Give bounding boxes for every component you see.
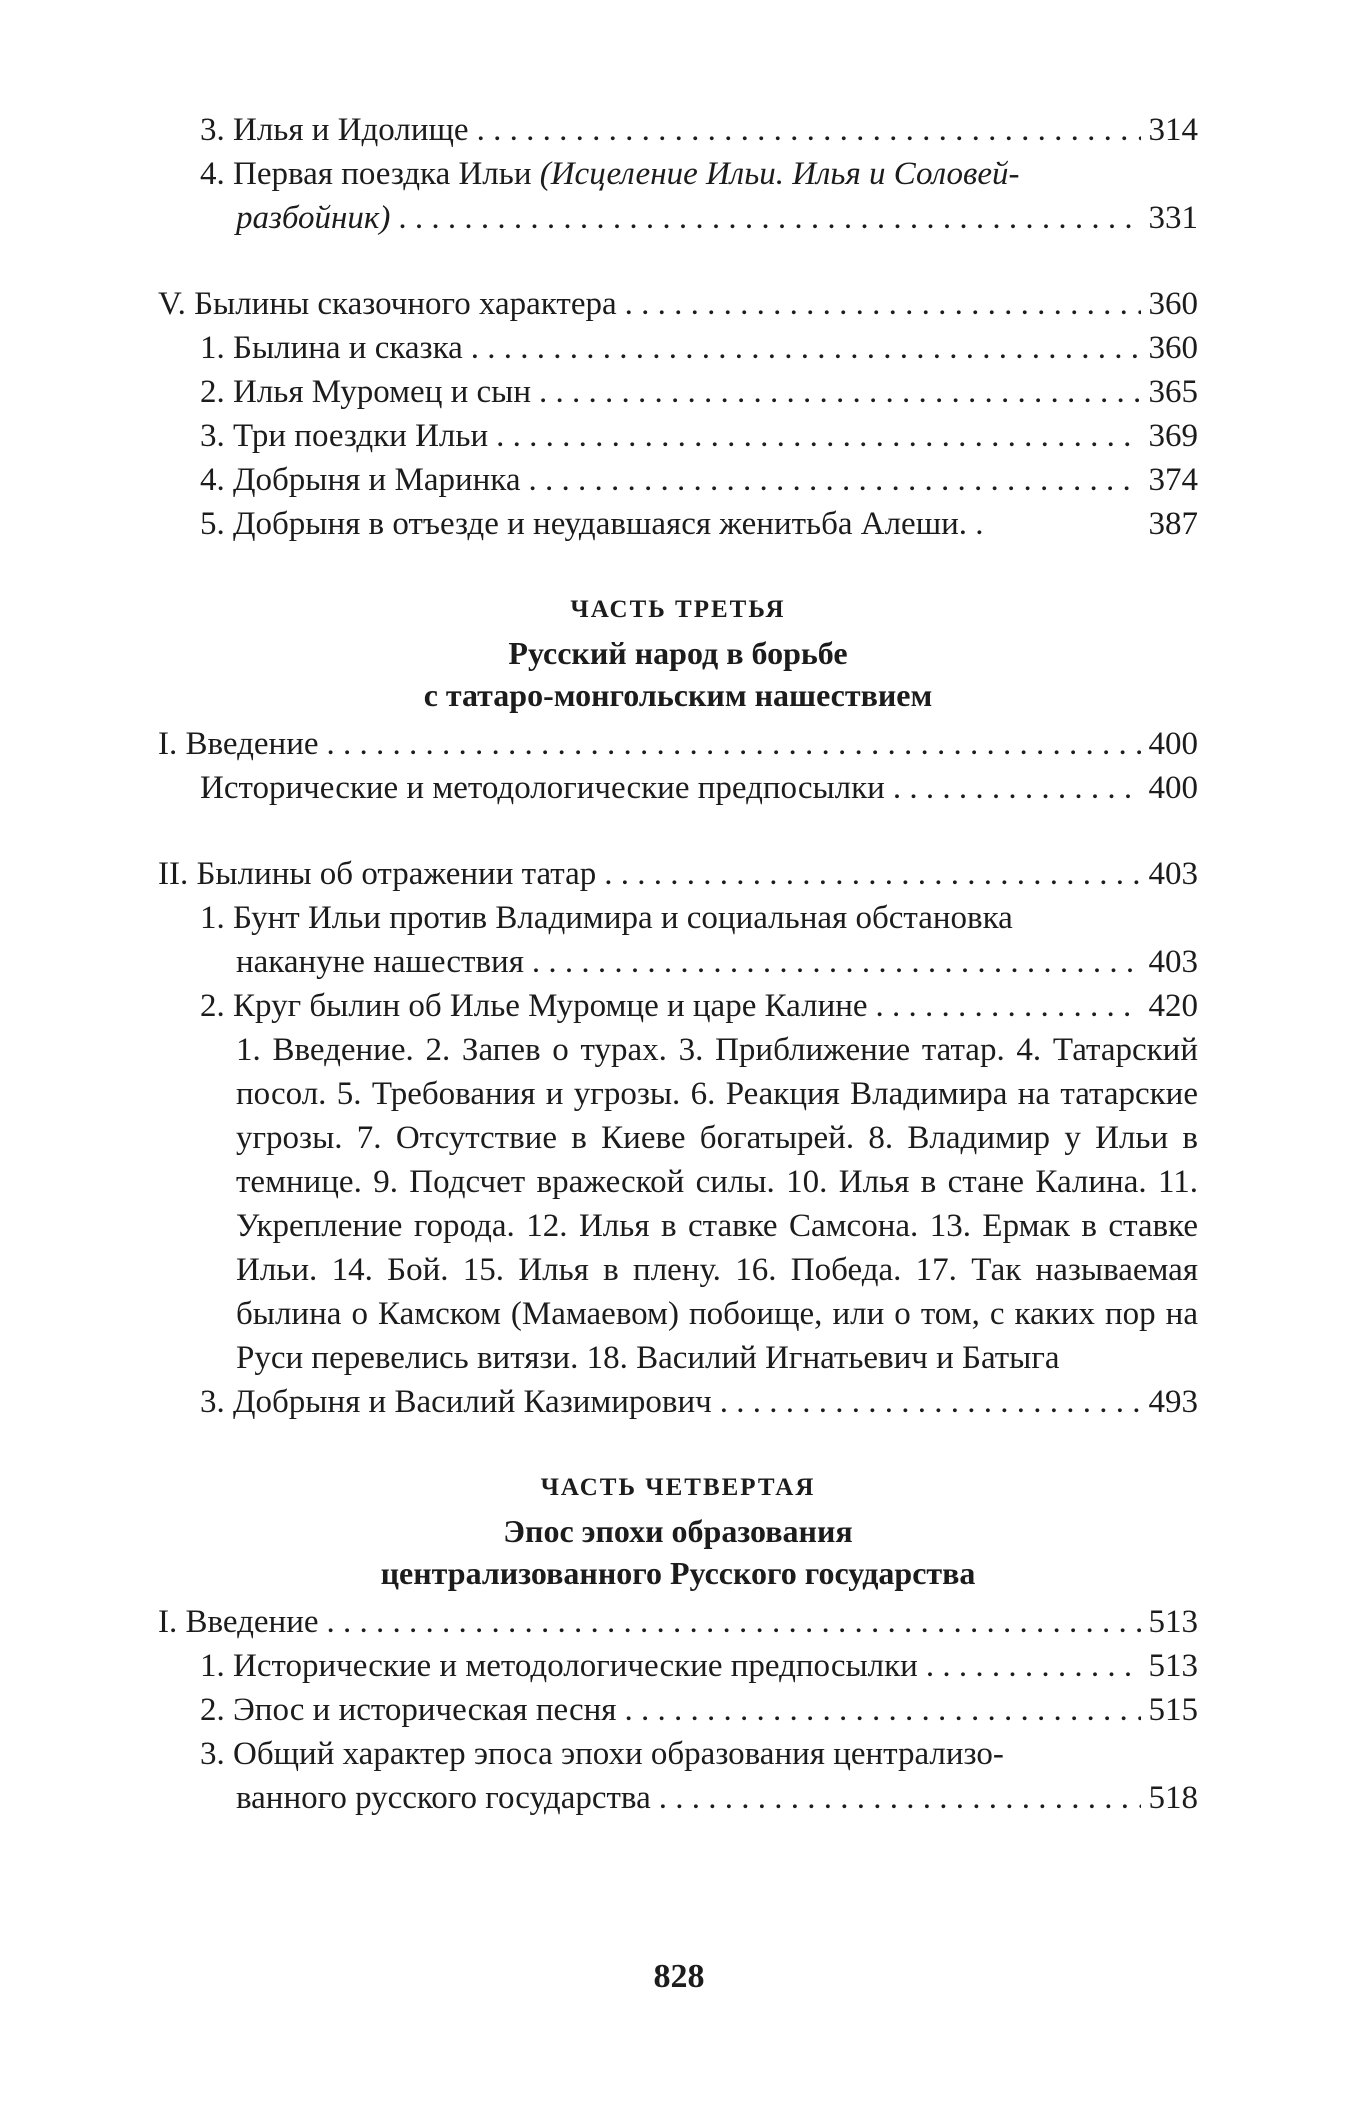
toc-entry	[158, 984, 1198, 1028]
toc-entry-label: накануне нашествия	[236, 944, 524, 980]
toc-entry	[158, 370, 1198, 414]
leader-dots	[604, 852, 1140, 896]
toc-entry	[158, 108, 1198, 152]
toc-section	[158, 1600, 1198, 1644]
toc-page-number: 493	[1148, 1384, 1198, 1420]
toc-section	[158, 852, 1198, 896]
toc-page-number: 374	[1148, 462, 1198, 498]
toc-entry-label: 3. Три поездки Ильи	[200, 418, 489, 454]
subsection-description: 1. Введение. 2. Запев о турах. 3. Приближение татар. 4. Татарский посол. 5. Требования и угрозы. 6. Реакция Владимира на татарские угрозы. 7. Отсутствие в Киеве богатырей. 8. Владимир у Ильи в темнице. 9. Подсчет вражеской силы. 10. Илья в стане Калина. 11. Укрепление города. 12. Илья в ставке Самсона. 13. Ермак в ставке Ильи. 14. Бой. 15. Илья в плену. 16. Победа. 17. Так называемая былина о Камском (Мамаевом) побоище, или о том, с каких пор на Руси перевелись витязи. 18. Василий Игнатьевич и Батыга	[236, 1032, 1198, 1376]
toc-section-label: II. Былины об отражении татар	[158, 856, 597, 892]
leader-dots	[471, 326, 1141, 370]
toc-entry	[158, 414, 1198, 458]
toc-section-label: I. Введение	[158, 1604, 319, 1640]
part-title-line: Русский народ в борьбе	[508, 635, 848, 671]
toc-page-number: 331	[1148, 200, 1198, 236]
toc-entry-italic-label: (Исцеление Ильи. Илья и Соловей-	[539, 156, 1020, 192]
toc-page-number: 365	[1148, 374, 1198, 410]
toc-entry	[158, 152, 1198, 240]
toc-entry	[158, 766, 1198, 810]
toc-entry-label: 4. Добрыня и Маринка	[200, 462, 521, 498]
toc-page-number: 314	[1148, 112, 1198, 148]
toc-page-number: 515	[1148, 1692, 1198, 1728]
toc-page-number: 387	[1148, 506, 1198, 542]
toc-entry-continuation	[200, 1776, 1198, 1820]
toc-page-number: 400	[1148, 770, 1198, 806]
toc-section	[158, 282, 1198, 326]
leader-dots	[876, 984, 1141, 1028]
toc-entry-label: 4. Первая поездка Ильи	[200, 156, 540, 192]
leader-dots	[893, 766, 1141, 810]
toc-entry-label: 5. Добрыня в отъезде и неудавшаяся женитьба Алеши. .	[200, 506, 984, 542]
toc-entry-label: 2. Эпос и историческая песня	[200, 1692, 617, 1728]
toc-section-label: I. Введение	[158, 726, 319, 762]
toc-entry-label: 1. Исторические и методологические предпосылки	[200, 1648, 918, 1684]
leader-dots	[926, 1644, 1141, 1688]
part-heading	[158, 588, 1198, 716]
toc-entry	[158, 326, 1198, 370]
toc-entry-italic-label: разбойник)	[236, 200, 391, 236]
leader-dots	[532, 940, 1141, 984]
part-title-line: Эпос эпохи образования	[503, 1513, 853, 1549]
leader-dots	[539, 370, 1141, 414]
toc-page-number: 518	[1148, 1780, 1198, 1816]
toc-entry-label: 1. Былина и сказка	[200, 330, 463, 366]
table-of-contents	[158, 108, 1198, 1820]
toc-entry-label: 1. Бунт Ильи против Владимира и социальная обстановка	[200, 900, 1013, 936]
part-title-line: с татаро-монгольским нашествием	[423, 677, 933, 713]
leader-dots	[327, 1600, 1141, 1644]
toc-entry	[158, 1380, 1198, 1424]
leader-dots	[496, 414, 1140, 458]
leader-dots	[625, 282, 1141, 326]
toc-entry-label: Исторические и методологические предпосылки	[200, 770, 885, 806]
toc-page-number: 513	[1148, 1604, 1198, 1640]
toc-page-number: 403	[1148, 856, 1198, 892]
toc-entry-label: 2. Илья Муромец и сын	[200, 374, 531, 410]
toc-entry-line	[200, 152, 1198, 196]
toc-page-number: 360	[1148, 286, 1198, 322]
leader-dots	[398, 196, 1140, 240]
toc-entry-label: 3. Общий характер эпоса эпохи образования централизо-	[200, 1736, 1004, 1772]
toc-page-number: 400	[1148, 726, 1198, 762]
toc-entry-label: 2. Круг былин об Илье Муромце и царе Калине	[200, 988, 868, 1024]
part-heading	[158, 1466, 1198, 1594]
toc-page-number: 420	[1148, 988, 1198, 1024]
leader-dots	[327, 722, 1141, 766]
toc-page-number: 513	[1148, 1648, 1198, 1684]
toc-entry-continuation	[200, 196, 1198, 240]
leader-dots	[720, 1380, 1141, 1424]
leader-dots	[477, 108, 1141, 152]
toc-entry	[158, 1644, 1198, 1688]
leader-dots	[528, 458, 1140, 502]
page-number: 828	[653, 1958, 705, 1995]
toc-page-number: 360	[1148, 330, 1198, 366]
leader-dots	[659, 1776, 1141, 1820]
toc-entry	[158, 458, 1198, 502]
part-title-line: централизованного Русского государства	[380, 1555, 976, 1591]
toc-entry	[158, 896, 1198, 984]
toc-entry	[158, 1688, 1198, 1732]
part-label: ЧАСТЬ ТРЕТЬЯ	[570, 596, 786, 623]
toc-page-number: 369	[1148, 418, 1198, 454]
toc-entry-label: ванного русского государства	[236, 1780, 651, 1816]
leader-dots	[624, 1688, 1140, 1732]
toc-section	[158, 722, 1198, 766]
toc-section-label: V. Былины сказочного характера	[158, 286, 617, 322]
part-label: ЧАСТЬ ЧЕТВЕРТАЯ	[540, 1474, 816, 1501]
toc-page-number: 403	[1148, 944, 1198, 980]
toc-entry	[158, 1732, 1198, 1820]
toc-entry-label: 3. Илья и Идолище	[200, 112, 469, 148]
toc-entry-label: 3. Добрыня и Василий Казимирович	[200, 1384, 712, 1420]
toc-entry	[158, 502, 1198, 546]
toc-entry-continuation	[200, 940, 1198, 984]
